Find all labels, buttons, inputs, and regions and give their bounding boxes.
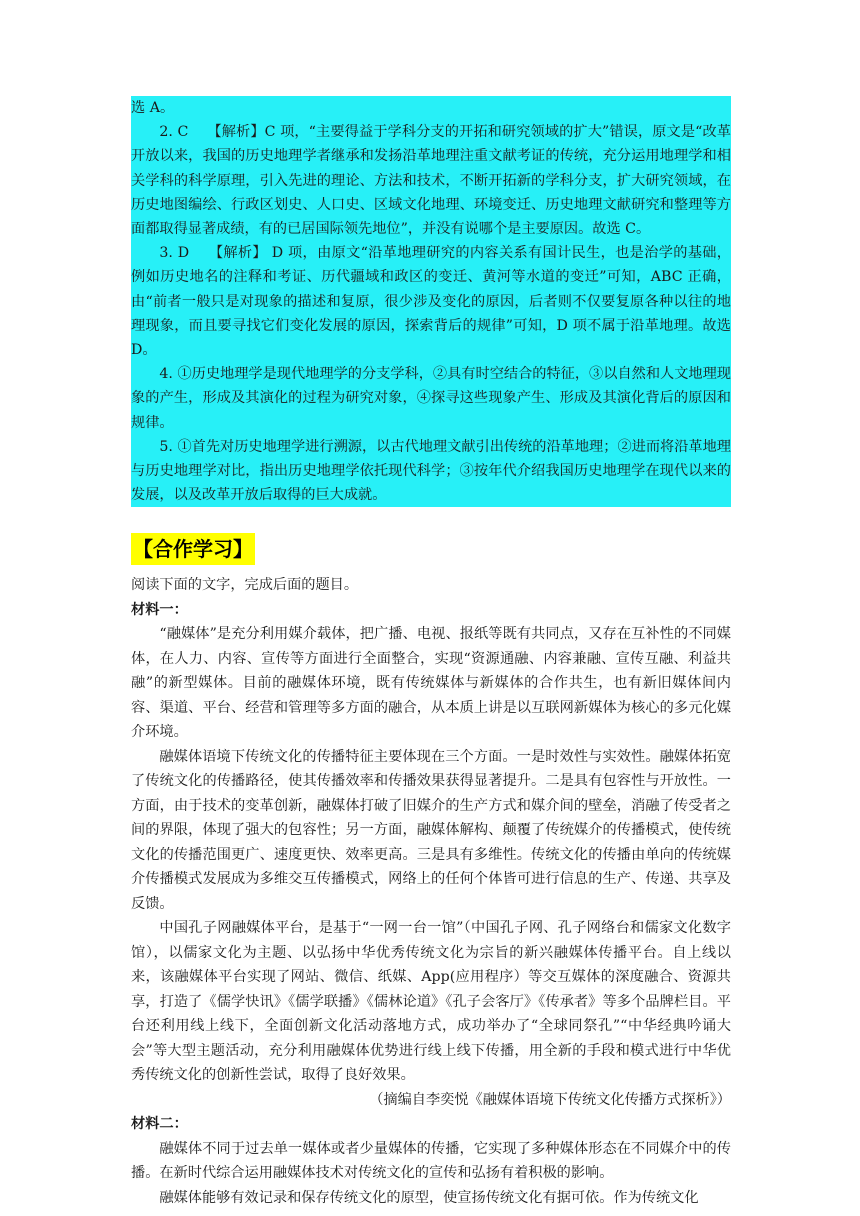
answer-1-tail: 选 A。	[131, 100, 175, 116]
answer-block	[131, 96, 731, 507]
instruction: 阅读下面的文字，完成后面的题目。	[131, 577, 359, 594]
material-2-paragraph: 融媒体不同于过去单一媒体或者少量媒体的传播，它实现了多种媒体形态在不同媒介中的传播。在新时代综合运用融媒体技术对传统文化的宣传和弘扬有着积极的影响。	[131, 1140, 731, 1182]
document-page	[131, 96, 731, 1210]
reading-passage	[131, 573, 731, 1210]
material-1-source: （摘编自李奕悦《融媒体语境下传统文化传播方式探析》）	[369, 1091, 731, 1108]
answer-2: 2. C 【解析】C 项，“主要得益于学科分支的开拓和研究领域的扩大”错误，原文是“改革开放以来，我国的历史地理学者继承和发扬沿革地理注重文献考证的传统，充分运用地理学和相关学科的科学原理，引入先进的理论、方法和技术，不断开拓新的学科分支，扩大研究领域，在历史地图编绘、行政区划史、人口史、区域文化地理、环境变迁、历史地理文献研究和整理等方面都取得显著成绩，有的已居国际领先地位”，并没有说哪个是主要原因。故选 C。	[131, 124, 731, 238]
material-1-paragraph: 中国孔子网融媒体平台，是基于“一网一台一馆”（中国孔子网、孔子网络台和儒家文化数字馆），以儒家文化为主题、以弘扬中华优秀传统文化为宗旨的新兴融媒体传播平台。自上线以来，该融媒体平台实现了网站、微信、纸媒、App(应用程序）等交互媒体的深度融合、资源共享，打造了《儒学快讯》《儒学联播》《儒林论道》《孔子会客厅》《传承者》等多个品牌栏目。平台还利用线上线下，全面创新文化活动落地方式，成功举办了“全球同祭孔”“中华经典吟诵大会”等大型主题活动，充分利用融媒体优势进行线上线下传播，用全新的手段和模式进行中华优秀传统文化的创新性尝试，取得了良好效果。	[131, 920, 731, 1084]
answer-4: 4. ①历史地理学是现代地理学的分支学科，②具有时空结合的特征，③以自然和人文地理现象的产生，形成及其演化的过程为研究对象，④探寻这些现象产生、形成及其演化背后的原因和规律。	[131, 366, 731, 431]
material-1-label: 材料一：	[131, 601, 188, 618]
material-1-paragraph: 融媒体语境下传统文化的传播特征主要体现在三个方面。一是时效性与实效性。融媒体拓宽了传统文化的传播路径，使其传播效率和传播效果获得显著提升。二是具有包容性与开放性。一方面，由于技术的变革创新，融媒体打破了旧媒介的生产方式和媒介间的壁垒，消融了传受者之间的界限，体现了强大的包容性；另一方面，融媒体解构、颠覆了传统媒介的传播模式，使传统文化的传播范围更广、速度更快、效率更高。三是具有多维性。传统文化的传播由单向的传统媒介传播模式发展成为多维交互传播模式，网络上的任何个体皆可进行信息的生产、传递、共享及反馈。	[131, 748, 731, 912]
section-title: 【合作学习】	[131, 533, 255, 565]
material-2-label: 材料二：	[131, 1116, 188, 1133]
section-heading	[131, 533, 731, 565]
answer-3: 3. D 【解析】 D 项，由原文“沿革地理研究的内容关系有国计民生，也是治学的基础，例如历史地名的注释和考证、历代疆域和政区的变迁、黄河等水道的变迁”可知，ABC 正确，由“前者一般只是对现象的描述和复原，很少涉及变化的原因，后者则不仅要复原各种以往的地理现象，而且要寻找它们变化发展的原因，探索背后的规律”可知，D 项不属于沿革地理。故选 D。	[131, 245, 731, 359]
material-1-paragraph: “融媒体”是充分利用媒介载体，把广播、电视、报纸等既有共同点，又存在互补性的不同媒体，在人力、内容、宣传等方面进行全面整合，实现“资源通融、内容兼融、宣传互融、利益共融”的新型媒体。目前的融媒体环境，既有传统媒体与新媒体的合作共生，也有新旧媒体间内容、渠道、平台、经营和管理等多方面的融合，从本质上讲是以互联网新媒体为核心的多元化媒介环境。	[131, 626, 731, 741]
answer-5: 5. ①首先对历史地理学进行溯源，以古代地理文献引出传统的沿革地理；②进而将沿革地理与历史地理学对比，指出历史地理学依托现代科学；③按年代介绍我国历史地理学在现代以来的发展，以及改革开放后取得的巨大成就。	[131, 438, 731, 504]
material-2-paragraph: 融媒体能够有效记录和保存传统文化的原型，使宣扬传统文化有据可依。作为传统文化	[159, 1189, 699, 1206]
